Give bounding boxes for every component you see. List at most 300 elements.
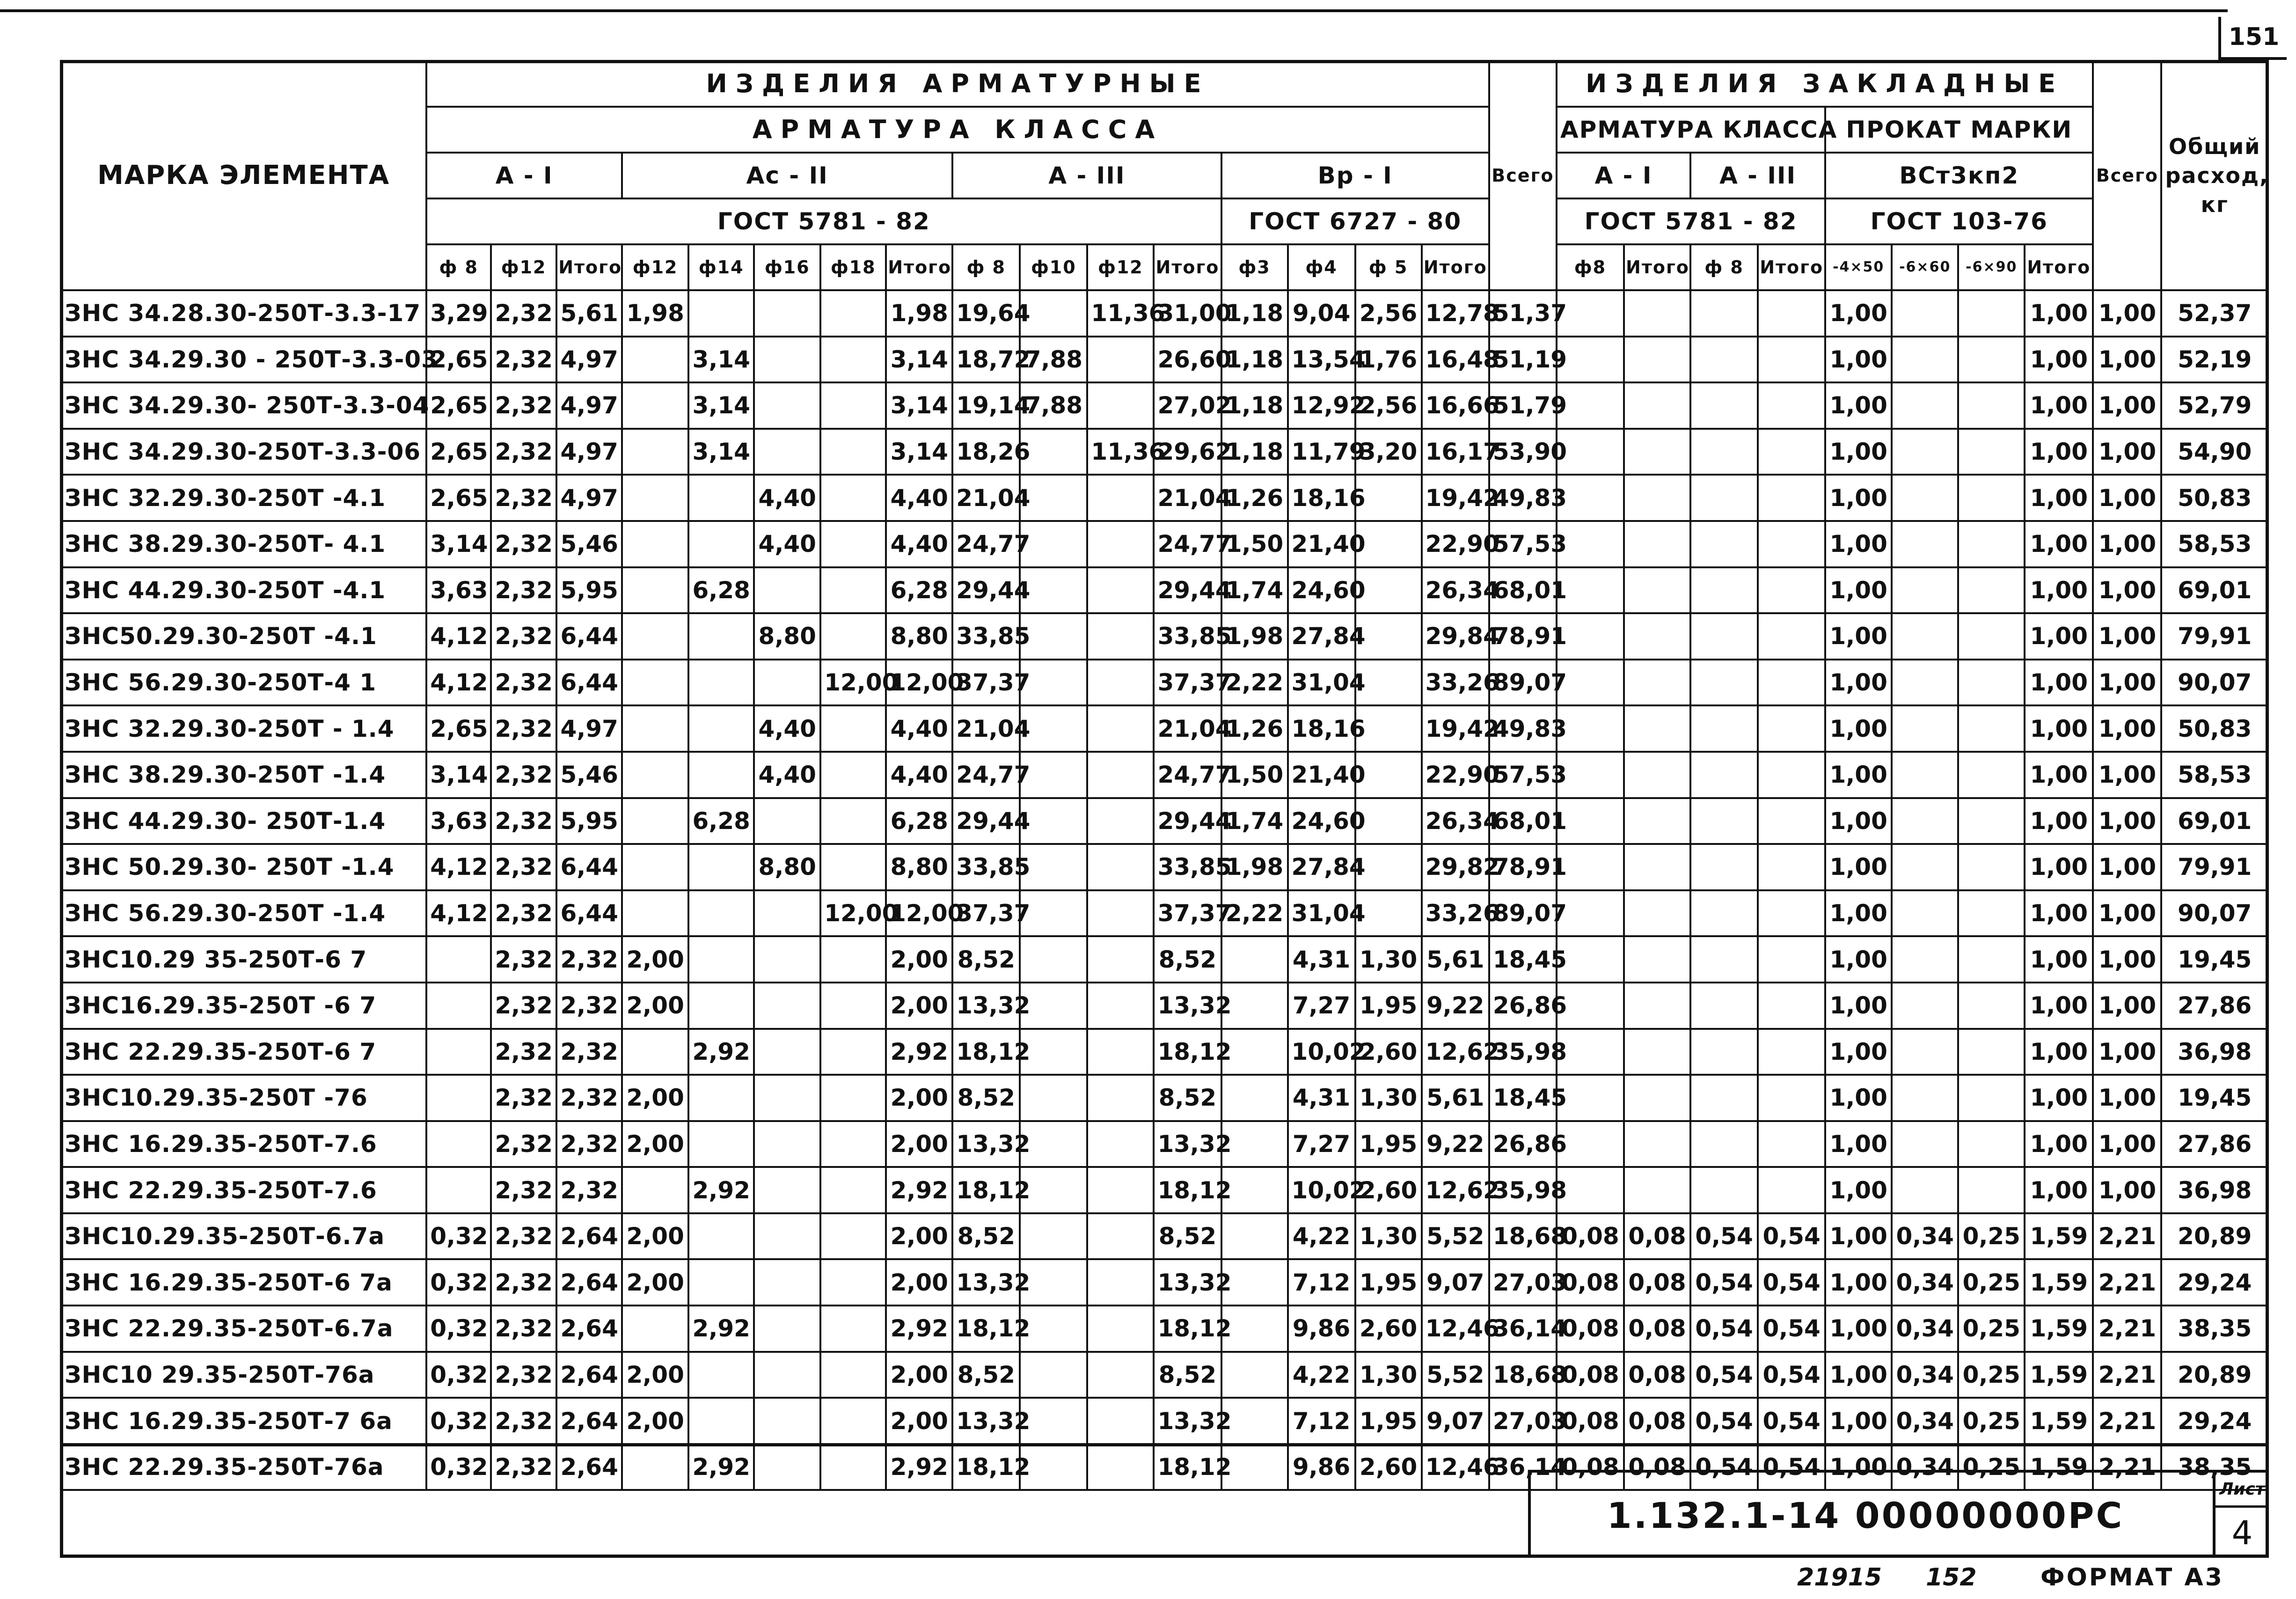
table-cell: 1,00	[2025, 1029, 2093, 1075]
table-cell: 13,32	[952, 983, 1020, 1029]
table-cell	[1758, 705, 1825, 752]
table-cell: 9,04	[1288, 290, 1355, 337]
table-cell	[1958, 844, 2025, 890]
table-cell	[1221, 1075, 1288, 1121]
table-cell: 0,32	[426, 1444, 491, 1490]
table-cell: 2,21	[2093, 1306, 2161, 1352]
table-cell: 13,54	[1288, 337, 1355, 383]
table-cell: 6,44	[556, 844, 622, 890]
table-cell: 2,92	[688, 1306, 754, 1352]
element-mark: ЗНС 22.29.35-250Т-6.7а	[61, 1306, 426, 1352]
table-cell: 13,32	[1154, 1121, 1221, 1167]
table-cell	[1758, 752, 1825, 798]
table-cell: 1,00	[2025, 936, 2093, 983]
table-cell: 12,00	[820, 890, 886, 937]
table-cell	[1087, 936, 1154, 983]
table-cell: 29,24	[2161, 1398, 2268, 1444]
table-cell: 57,53	[1489, 521, 1557, 567]
table-cell	[426, 936, 491, 983]
table-cell	[820, 521, 886, 567]
table-cell: 19,14	[952, 382, 1020, 429]
table-cell: 4,97	[556, 705, 622, 752]
table-cell	[1758, 936, 1825, 983]
table-cell	[820, 1306, 886, 1352]
table-cell: 18,45	[1489, 1075, 1557, 1121]
table-cell	[820, 1398, 886, 1444]
table-cell: 24,77	[952, 521, 1020, 567]
table-cell: 7,27	[1288, 1121, 1355, 1167]
table-cell	[688, 1075, 754, 1121]
table-cell: 0,08	[1624, 1213, 1690, 1260]
table-cell	[1892, 429, 1958, 475]
table-cell: 8,52	[952, 936, 1020, 983]
table-cell: 2,22	[1221, 890, 1288, 937]
subheader-ac2-total: Итого	[886, 244, 952, 290]
table-cell	[1892, 290, 1958, 337]
table-cell	[1624, 290, 1690, 337]
table-cell: 2,64	[556, 1213, 622, 1260]
element-mark: ЗНС10 29.35-250Т-76а	[61, 1352, 426, 1398]
table-cell: 38,35	[2161, 1444, 2268, 1490]
table-cell: 2,00	[886, 936, 952, 983]
table-cell	[1758, 337, 1825, 383]
table-cell: 2,60	[1355, 1444, 1422, 1490]
table-cell	[1087, 798, 1154, 844]
table-cell	[1624, 1121, 1690, 1167]
subheader-a1-total: Итого	[556, 244, 622, 290]
table-cell: 4,40	[754, 475, 820, 521]
table-cell: 37,37	[952, 660, 1020, 706]
table-cell: 33,26	[1422, 660, 1489, 706]
table-cell: 8,52	[1154, 936, 1221, 983]
table-cell: 1,00	[1825, 1306, 1892, 1352]
table-cell: 1,30	[1355, 936, 1422, 983]
table-cell: 2,32	[491, 1259, 556, 1306]
table-row	[61, 890, 2268, 937]
table-cell	[1892, 983, 1958, 1029]
table-cell: 5,61	[556, 290, 622, 337]
table-cell: 1,00	[2093, 1075, 2161, 1121]
table-cell: 52,79	[2161, 382, 2268, 429]
element-mark: ЗНС 34.29.30- 250Т-3.3-04	[61, 382, 426, 429]
table-cell	[1758, 567, 1825, 614]
table-cell: 2,32	[491, 1352, 556, 1398]
table-cell: 2,32	[556, 983, 622, 1029]
table-cell: 54,90	[2161, 429, 2268, 475]
table-cell: 18,68	[1489, 1213, 1557, 1260]
table-cell: 6,28	[688, 798, 754, 844]
table-row	[61, 337, 2268, 383]
table-cell: 1,59	[2025, 1306, 2093, 1352]
table-cell: 2,00	[622, 1213, 688, 1260]
table-cell	[820, 1075, 886, 1121]
table-cell	[622, 567, 688, 614]
table-cell: 1,59	[2025, 1444, 2093, 1490]
table-cell: 90,07	[2161, 890, 2268, 937]
table-cell	[754, 1259, 820, 1306]
table-cell: 1,00	[1825, 429, 1892, 475]
table-cell: 5,46	[556, 752, 622, 798]
table-cell: 27,84	[1288, 613, 1355, 660]
table-cell: 78,91	[1489, 613, 1557, 660]
table-cell	[622, 521, 688, 567]
table-cell	[1690, 936, 1758, 983]
table-cell: 26,60	[1154, 337, 1221, 383]
table-cell: 1,00	[2025, 844, 2093, 890]
table-cell: 1,00	[2093, 798, 2161, 844]
table-cell	[1892, 798, 1958, 844]
class-vr1-header: Вр - I	[1221, 153, 1489, 198]
table-cell: 1,00	[1825, 660, 1892, 706]
table-cell	[622, 337, 688, 383]
table-cell: 18,16	[1288, 705, 1355, 752]
subheader-vr-d4: ф4	[1288, 244, 1355, 290]
table-cell: 1,00	[1825, 475, 1892, 521]
gost-5781-header: ГОСТ 5781 - 82	[426, 198, 1221, 244]
table-cell: 1,59	[2025, 1398, 2093, 1444]
table-cell	[820, 382, 886, 429]
element-mark: ЗНС 16.29.35-250Т-7 6а	[61, 1398, 426, 1444]
table-cell: 9,86	[1288, 1444, 1355, 1490]
table-cell	[1087, 1306, 1154, 1352]
element-mark: ЗНС 34.29.30-250Т-3.3-06	[61, 429, 426, 475]
table-cell: 1,74	[1221, 798, 1288, 844]
table-cell: 1,00	[2093, 844, 2161, 890]
table-cell	[1690, 890, 1758, 937]
table-cell	[622, 890, 688, 937]
table-cell: 29,44	[1154, 798, 1221, 844]
table-cell: 2,21	[2093, 1398, 2161, 1444]
table-cell	[1958, 936, 2025, 983]
table-cell	[820, 844, 886, 890]
table-cell: 0,32	[426, 1259, 491, 1306]
table-cell: 2,92	[886, 1167, 952, 1213]
table-cell: 19,42	[1422, 705, 1489, 752]
subheader-a3-total: Итого	[1154, 244, 1221, 290]
table-cell: 0,34	[1892, 1306, 1958, 1352]
table-cell: 31,00	[1154, 290, 1221, 337]
table-cell: 8,52	[1154, 1075, 1221, 1121]
table-cell: 0,54	[1758, 1259, 1825, 1306]
table-cell	[820, 936, 886, 983]
table-cell: 0,08	[1624, 1306, 1690, 1352]
table-cell: 4,97	[556, 382, 622, 429]
rolled-grade-header: ПРОКАТ МАРКИ	[1825, 107, 2093, 153]
table-cell: 2,32	[491, 1398, 556, 1444]
table-cell	[688, 1352, 754, 1398]
table-cell: 1,98	[1221, 613, 1288, 660]
table-cell: 1,00	[2093, 752, 2161, 798]
table-cell: 50,83	[2161, 475, 2268, 521]
table-cell	[688, 290, 754, 337]
subheader-plate-4x50: -4×50	[1825, 244, 1892, 290]
table-cell	[1624, 798, 1690, 844]
table-cell	[1624, 521, 1690, 567]
table-row	[61, 1352, 2268, 1398]
table-cell: 1,26	[1221, 475, 1288, 521]
table-cell: 8,52	[952, 1213, 1020, 1260]
table-cell: 2,56	[1355, 290, 1422, 337]
subheader-a3-d10: ф10	[1020, 244, 1087, 290]
table-cell	[1958, 290, 2025, 337]
table-cell	[1958, 382, 2025, 429]
table-row	[61, 1259, 2268, 1306]
table-cell	[820, 1259, 886, 1306]
table-cell: 2,00	[622, 1398, 688, 1444]
subheader-emb-a3-total: Итого	[1758, 244, 1825, 290]
table-cell	[426, 1121, 491, 1167]
table-cell: 27,86	[2161, 983, 2268, 1029]
table-cell: 0,08	[1624, 1259, 1690, 1306]
table-cell: 24,77	[1154, 752, 1221, 798]
table-cell	[1758, 1075, 1825, 1121]
table-cell	[1758, 382, 1825, 429]
table-cell	[1758, 290, 1825, 337]
table-cell: 5,61	[1422, 1075, 1489, 1121]
table-cell: 0,54	[1690, 1213, 1758, 1260]
subheader-emb-a3-d8: ф 8	[1690, 244, 1758, 290]
table-cell	[688, 936, 754, 983]
emb-gost-5781-header: ГОСТ 5781 - 82	[1557, 198, 1825, 244]
table-row	[61, 1121, 2268, 1167]
table-cell: 2,65	[426, 475, 491, 521]
table-cell: 6,28	[688, 567, 754, 614]
table-cell	[1758, 798, 1825, 844]
table-cell	[1624, 1029, 1690, 1075]
table-cell: 1,00	[2093, 521, 2161, 567]
table-cell	[1690, 798, 1758, 844]
table-cell	[688, 1213, 754, 1260]
table-cell: 2,32	[491, 1306, 556, 1352]
table-cell	[1087, 567, 1154, 614]
table-cell: 2,65	[426, 705, 491, 752]
table-cell: 1,00	[2093, 337, 2161, 383]
table-cell: 52,19	[2161, 337, 2268, 383]
table-cell: 4,12	[426, 660, 491, 706]
table-cell: 2,00	[622, 983, 688, 1029]
table-cell	[1020, 1213, 1087, 1260]
table-cell	[622, 1167, 688, 1213]
table-cell: 9,07	[1422, 1398, 1489, 1444]
table-cell: 5,95	[556, 798, 622, 844]
table-cell: 3,14	[886, 429, 952, 475]
table-cell: 79,91	[2161, 844, 2268, 890]
secondary-number: 152	[1926, 1563, 1977, 1592]
table-cell: 1,59	[2025, 1213, 2093, 1260]
table-cell	[688, 890, 754, 937]
table-cell	[622, 613, 688, 660]
table-cell: 8,52	[952, 1075, 1020, 1121]
table-cell	[622, 844, 688, 890]
table-cell	[1690, 705, 1758, 752]
element-mark: ЗНС 22.29.35-250Т-76а	[61, 1444, 426, 1490]
element-mark: ЗНС 34.29.30 - 250Т-3.3-03	[61, 337, 426, 383]
table-cell	[754, 1444, 820, 1490]
subheader-vr-d5: ф 5	[1355, 244, 1422, 290]
table-cell: 2,00	[886, 983, 952, 1029]
table-cell: 0,32	[426, 1213, 491, 1260]
element-mark: ЗНС 44.29.30-250Т -4.1	[61, 567, 426, 614]
table-cell	[1892, 521, 1958, 567]
table-row	[61, 1075, 2268, 1121]
table-cell: 1,50	[1221, 752, 1288, 798]
element-mark: ЗНС 32.29.30-250Т -4.1	[61, 475, 426, 521]
table-cell	[688, 660, 754, 706]
table-cell: 2,32	[491, 936, 556, 983]
table-cell	[820, 567, 886, 614]
table-cell: 0,32	[426, 1306, 491, 1352]
table-cell: 1,00	[2025, 1167, 2093, 1213]
table-row	[61, 660, 2268, 706]
table-cell: 1,00	[1825, 1121, 1892, 1167]
emb-reinforcement-class-header: АРМАТУРА КЛАССА	[1557, 107, 1825, 153]
table-cell: 10,02	[1288, 1029, 1355, 1075]
table-cell: 2,32	[491, 844, 556, 890]
table-cell: 2,32	[491, 1167, 556, 1213]
table-cell: 18,12	[952, 1167, 1020, 1213]
table-cell	[1624, 475, 1690, 521]
table-cell: 4,12	[426, 613, 491, 660]
table-cell: 4,12	[426, 890, 491, 937]
table-cell	[1892, 1167, 1958, 1213]
table-cell: 6,28	[886, 567, 952, 614]
table-cell: 12,62	[1422, 1029, 1489, 1075]
table-cell: 1,00	[1825, 337, 1892, 383]
table-cell: 13,32	[952, 1398, 1020, 1444]
table-cell	[820, 1352, 886, 1398]
table-cell: 5,46	[556, 521, 622, 567]
table-cell	[1690, 1029, 1758, 1075]
table-cell: 1,00	[2093, 567, 2161, 614]
table-cell: 1,76	[1355, 337, 1422, 383]
table-cell: 24,60	[1288, 567, 1355, 614]
table-row	[61, 613, 2268, 660]
table-cell: 2,65	[426, 429, 491, 475]
table-cell: 2,32	[491, 382, 556, 429]
table-row	[61, 1029, 2268, 1075]
table-cell	[754, 1398, 820, 1444]
table-cell: 4,31	[1288, 1075, 1355, 1121]
table-cell: 2,32	[491, 1213, 556, 1260]
table-cell: 1,00	[2093, 429, 2161, 475]
table-cell: 0,54	[1690, 1259, 1758, 1306]
table-cell: 2,60	[1355, 1167, 1422, 1213]
table-cell	[622, 752, 688, 798]
table-cell	[1758, 521, 1825, 567]
table-cell: 0,08	[1557, 1398, 1624, 1444]
emb-a3-header: А - III	[1690, 153, 1825, 198]
table-cell	[754, 290, 820, 337]
table-cell: 1,00	[2025, 798, 2093, 844]
table-cell	[1087, 1444, 1154, 1490]
table-cell	[1892, 382, 1958, 429]
element-mark: ЗНС 32.29.30-250Т - 1.4	[61, 705, 426, 752]
table-cell	[1087, 660, 1154, 706]
emb-a1-header: А - I	[1557, 153, 1690, 198]
table-cell: 2,92	[886, 1444, 952, 1490]
table-cell	[1758, 1167, 1825, 1213]
table-cell	[1892, 844, 1958, 890]
table-cell: 78,91	[1489, 844, 1557, 890]
table-cell: 21,40	[1288, 752, 1355, 798]
table-cell: 13,32	[1154, 1398, 1221, 1444]
table-cell: 2,32	[491, 1075, 556, 1121]
table-cell	[1892, 337, 1958, 383]
table-cell: 0,54	[1690, 1444, 1758, 1490]
table-cell: 8,80	[886, 844, 952, 890]
table-cell: 24,77	[1154, 521, 1221, 567]
table-cell: 2,92	[688, 1167, 754, 1213]
subheader-plate-total: Итого	[2025, 244, 2093, 290]
table-cell: 53,90	[1489, 429, 1557, 475]
table-cell: 0,34	[1892, 1398, 1958, 1444]
table-cell: 0,32	[426, 1352, 491, 1398]
table-cell: 49,83	[1489, 475, 1557, 521]
table-cell	[1087, 382, 1154, 429]
table-cell	[754, 1075, 820, 1121]
table-cell: 2,32	[491, 521, 556, 567]
table-cell: 1,30	[1355, 1213, 1422, 1260]
table-cell: 0,25	[1958, 1259, 2025, 1306]
table-row	[61, 983, 2268, 1029]
table-cell	[622, 1306, 688, 1352]
class-a1-header: А - I	[426, 153, 622, 198]
table-cell: 2,32	[491, 567, 556, 614]
table-cell: 9,86	[1288, 1306, 1355, 1352]
table-cell	[1624, 613, 1690, 660]
table-cell: 3,14	[426, 521, 491, 567]
table-cell: 21,04	[1154, 705, 1221, 752]
table-cell: 68,01	[1489, 798, 1557, 844]
table-cell: 4,40	[754, 705, 820, 752]
table-cell: 0,54	[1690, 1398, 1758, 1444]
table-cell	[1087, 1167, 1154, 1213]
table-cell: 5,52	[1422, 1213, 1489, 1260]
table-cell	[1690, 1075, 1758, 1121]
table-cell	[1624, 890, 1690, 937]
table-cell: 2,00	[886, 1075, 952, 1121]
table-cell: 4,40	[886, 705, 952, 752]
table-cell: 22,90	[1422, 521, 1489, 567]
table-row	[61, 567, 2268, 614]
sheet-label: Лист	[2216, 1473, 2269, 1508]
sheet-number: 4	[2231, 1513, 2253, 1552]
table-cell: 3,14	[688, 429, 754, 475]
table-cell: 29,62	[1154, 429, 1221, 475]
table-cell	[1087, 1029, 1154, 1075]
table-cell: 2,00	[622, 1352, 688, 1398]
table-cell: 2,00	[622, 1121, 688, 1167]
table-cell: 2,00	[622, 1259, 688, 1306]
table-cell: 1,00	[1825, 1259, 1892, 1306]
table-cell	[426, 1075, 491, 1121]
table-cell: 2,64	[556, 1398, 622, 1444]
table-cell: 0,32	[426, 1398, 491, 1444]
table-cell: 6,44	[556, 660, 622, 706]
table-cell: 1,59	[2025, 1352, 2093, 1398]
gost-6727-header: ГОСТ 6727 - 80	[1221, 198, 1489, 244]
table-cell	[1958, 890, 2025, 937]
table-cell: 1,18	[1221, 429, 1288, 475]
table-cell	[622, 382, 688, 429]
table-cell: 1,00	[1825, 936, 1892, 983]
table-cell	[754, 660, 820, 706]
element-mark: ЗНС 38.29.30-250Т- 4.1	[61, 521, 426, 567]
table-cell: 79,91	[2161, 613, 2268, 660]
table-cell: 2,64	[556, 1352, 622, 1398]
table-cell: 16,48	[1422, 337, 1489, 383]
table-cell: 10,02	[1288, 1167, 1355, 1213]
